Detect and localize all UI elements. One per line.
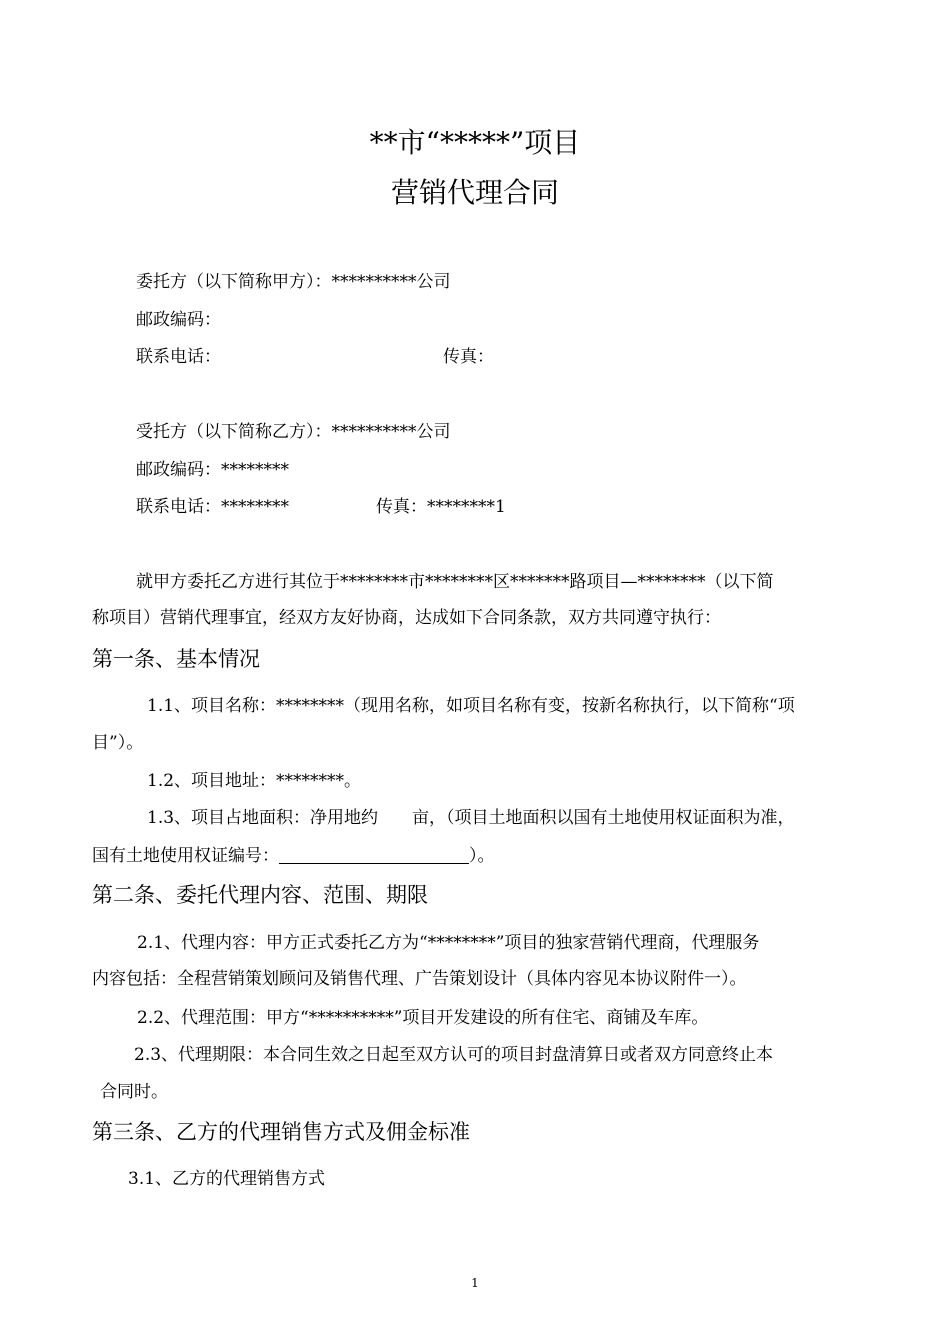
party-a-postal: 邮政编码： bbox=[136, 310, 221, 330]
clause-1-3-line-1: 1.3、项目占地面积：净用地约 亩，（项目土地面积以国有土地使用权证面积为准， bbox=[147, 808, 795, 828]
clause-2-2: 2.2、代理范围：甲方“**********”项目开发建设的所有住宅、商铺及车库。 bbox=[137, 1008, 709, 1028]
clause-1-2: 1.2、项目地址：********。 bbox=[147, 771, 362, 791]
clause-2-3-line-2: 合同时。 bbox=[100, 1082, 168, 1102]
article-3-heading: 第三条、乙方的代理销售方式及佣金标准 bbox=[92, 1120, 470, 1144]
page-number: 1 bbox=[471, 1276, 479, 1290]
title-line-2: 营销代理合同 bbox=[390, 176, 559, 209]
clause-1-3-suffix: ）。 bbox=[469, 846, 495, 866]
title-line-1: **市“*****”项目 bbox=[369, 126, 581, 159]
article-1-heading: 第一条、基本情况 bbox=[92, 647, 260, 671]
party-b-name: 受托方（以下简称乙方）：**********公司 bbox=[136, 422, 451, 442]
clause-2-1-line-2: 内容包括：全程营销策划顾问及销售代理、广告策划设计（具体内容见本协议附件一）。 bbox=[92, 969, 747, 989]
party-a-fax: 传真： bbox=[443, 347, 494, 367]
intro-line-1: 就甲方委托乙方进行其位于********市********区*******路项目—********（以下简 bbox=[136, 572, 774, 592]
clause-3-1: 3.1、乙方的代理销售方式 bbox=[128, 1169, 326, 1189]
clause-1-1-line-1: 1.1、项目名称：********（现用名称，如项目名称有变，按新名称执行，以下简称“项 bbox=[147, 696, 795, 716]
clause-1-1-line-2: 目”）。 bbox=[92, 733, 144, 753]
party-b-postal: 邮政编码：******** bbox=[136, 460, 289, 480]
party-a-name: 委托方（以下简称甲方）：**********公司 bbox=[136, 272, 451, 292]
certificate-number-blank bbox=[279, 846, 469, 864]
clause-1-3-line-2 bbox=[92, 841, 495, 866]
article-2-heading: 第二条、委托代理内容、范围、期限 bbox=[92, 883, 428, 907]
party-b-phone: 联系电话：******** bbox=[136, 497, 289, 517]
intro-line-2: 称项目）营销代理事宜，经双方友好协商，达成如下合同条款，双方共同遵守执行： bbox=[92, 608, 721, 628]
clause-1-3-prefix: 国有土地使用权证编号： bbox=[92, 846, 279, 866]
party-a-phone: 联系电话： bbox=[136, 347, 221, 367]
party-b-fax: 传真：********1 bbox=[376, 497, 506, 517]
clause-2-3-line-1: 2.3、代理期限：本合同生效之日起至双方认可的项目封盘清算日或者双方同意终止本 bbox=[134, 1045, 774, 1065]
clause-2-1-line-1: 2.1、代理内容：甲方正式委托乙方为“********”项目的独家营销代理商，代理服务 bbox=[137, 933, 760, 953]
